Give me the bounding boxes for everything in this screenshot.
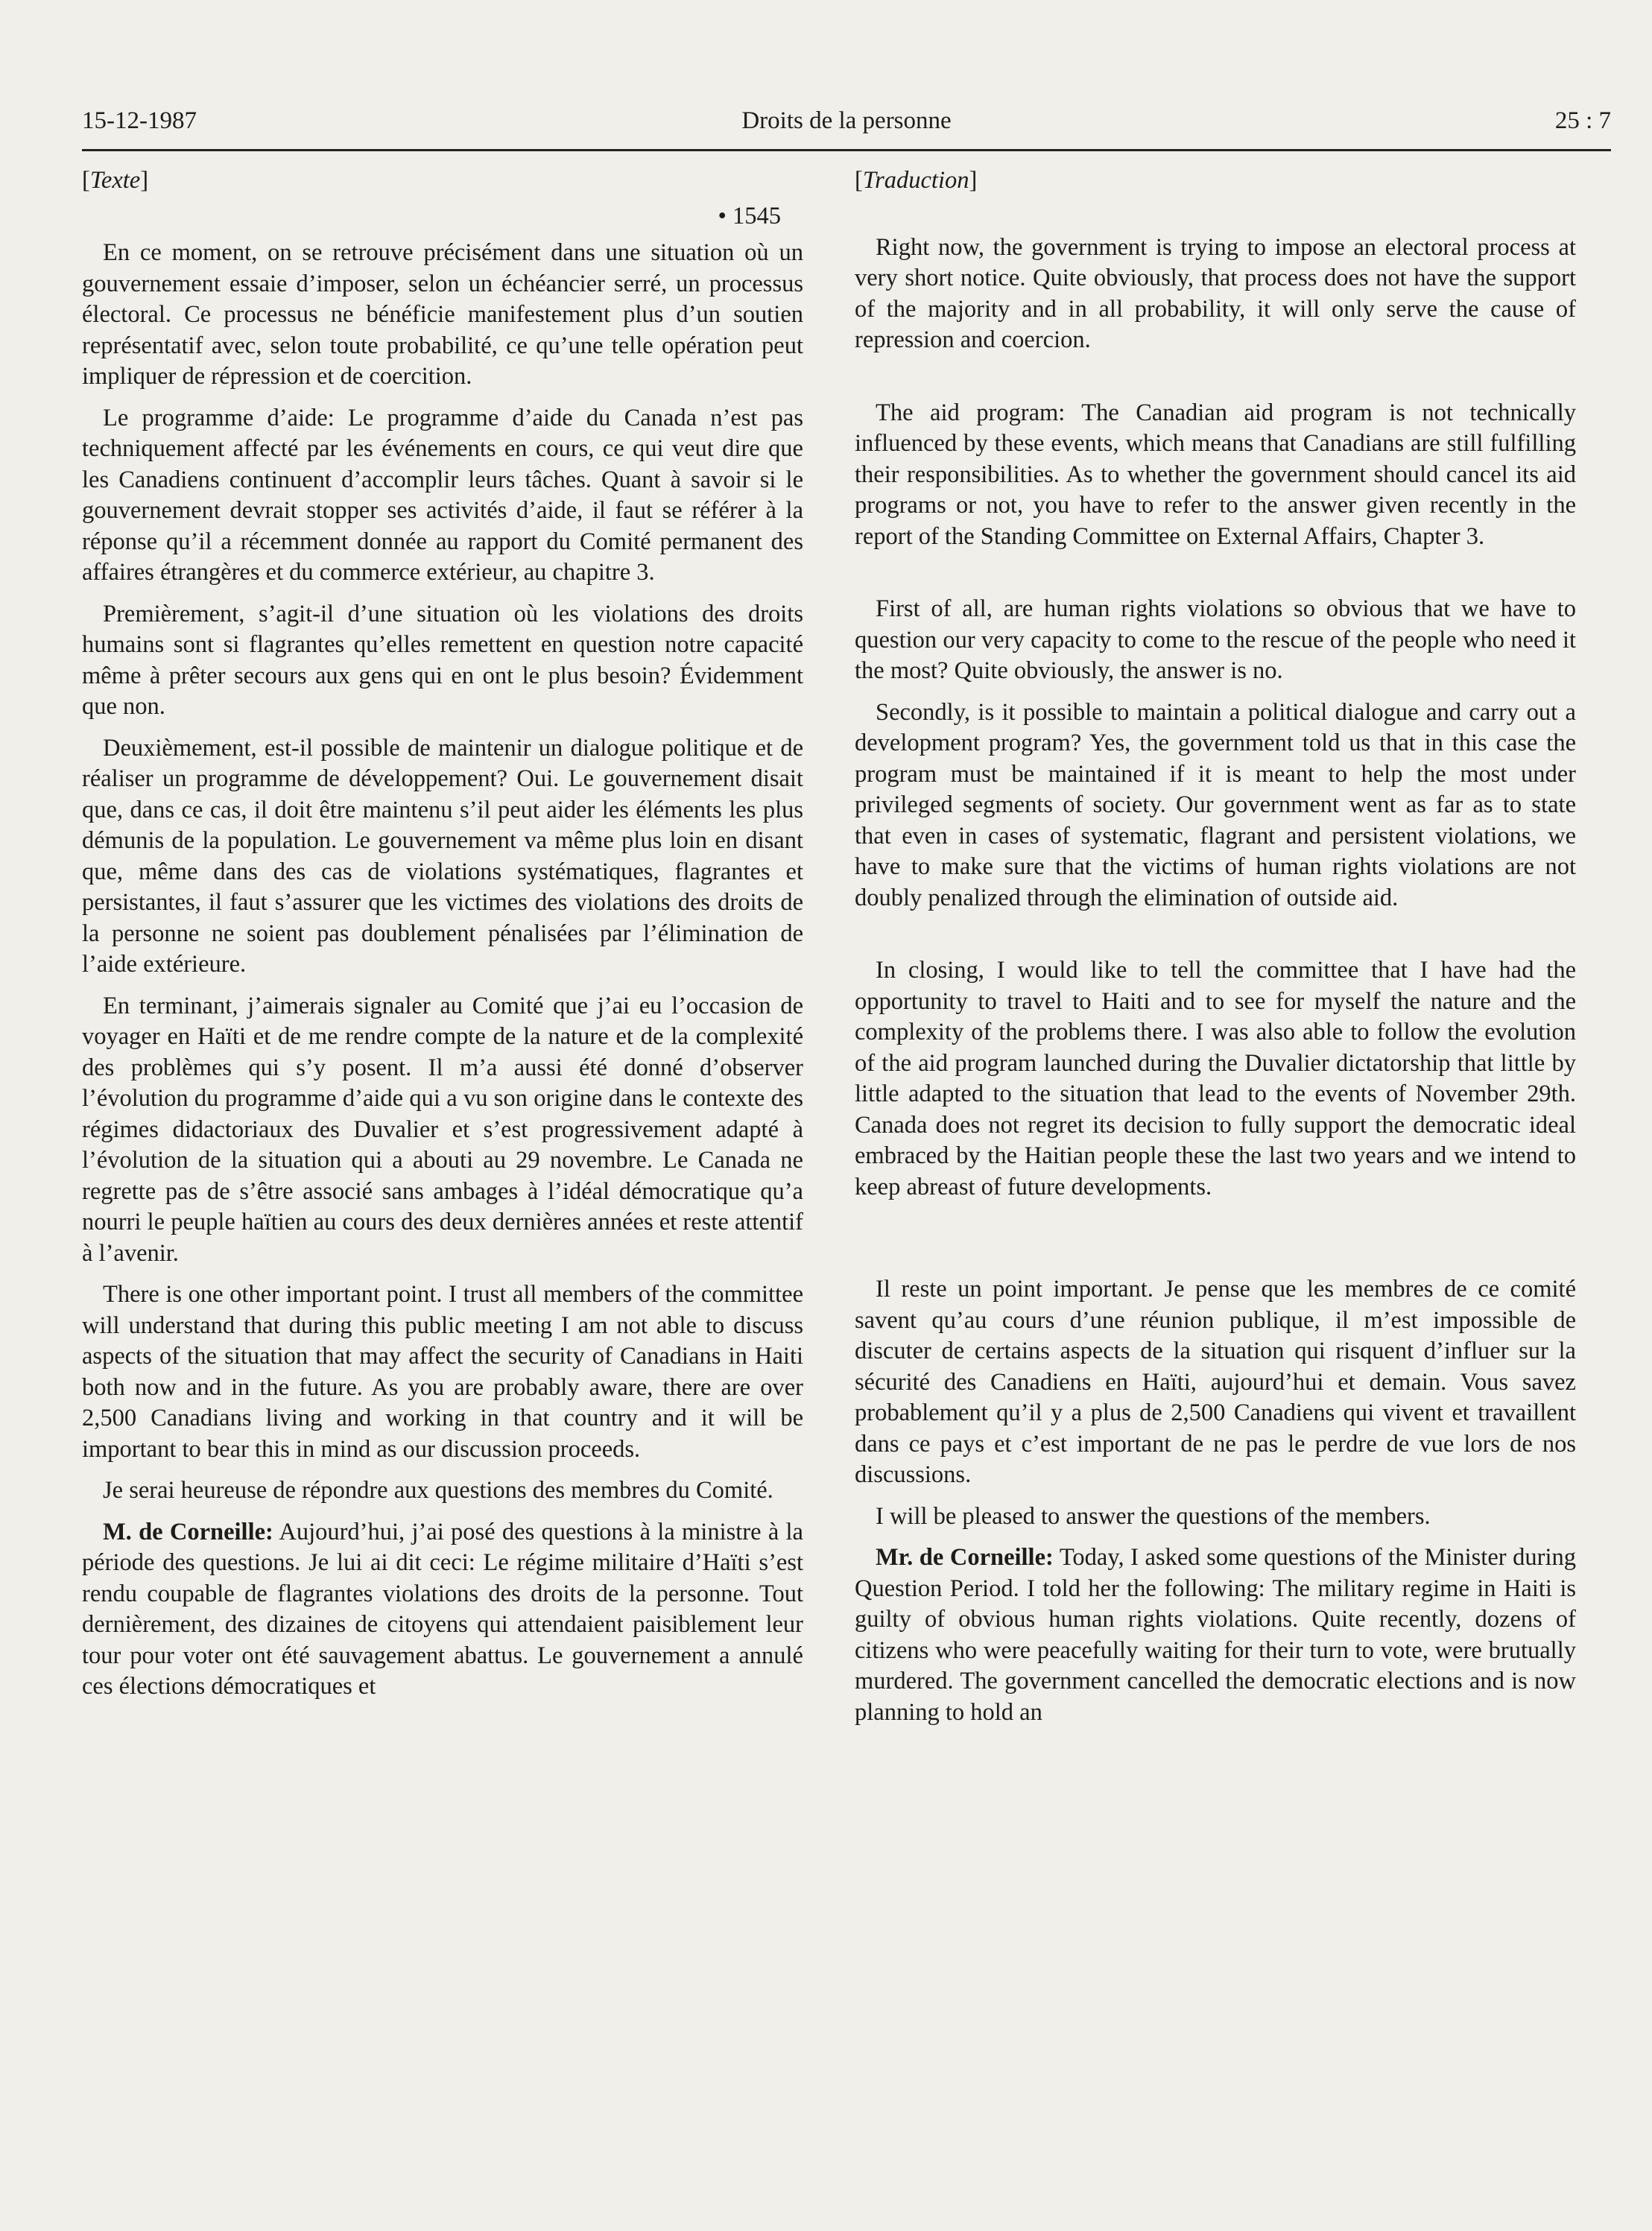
column-label: [Texte] [82, 167, 149, 194]
speaker-text: Today, I asked some questions of the Minister during Question Period. I told her the following: The military regime in Haiti is guilty of obvious human rights violations. Quite recently, dozens of citizens who were peacefully waiting for their turn to vote, were brutually murdered. The government cancelled the democratic elections and is now planning to hold an [855, 1544, 1576, 1726]
spacer [855, 367, 1576, 398]
speaker-name: M. de Corneille: [103, 1518, 273, 1545]
left-column-french [82, 165, 803, 1713]
spacer [855, 563, 1576, 594]
column-label: [Traduction] [855, 167, 978, 194]
paragraph: Deuxièmement, est-il possible de maintenir un dialogue politique et de réaliser un programme de développement? Oui. Le gouvernement disait que, dans ce cas, il doit être maintenu s’il peut aider les éléments les plus démunis de la population. Le gouvernement va même plus loin en disant que, même dans des cas de violations systématiques, flagrantes et persistantes, il faut s’assurer que les victimes des violations des droits de la personne ne soient pas doublement pénalisées par l’élimination de l’aide extérieure. [82, 734, 803, 978]
paragraph: Right now, the government is trying to impose an electoral process at very short notice. Quite obviously, that process does not have the support of the majority and in all probability, it will only serve the cause of repression and coercion. [855, 233, 1576, 353]
page-header [82, 103, 1611, 151]
spacer [855, 1213, 1576, 1274]
paragraph: The aid program: The Canadian aid program is not technically influenced by these events, which means that Canadians are still fulfilling their responsibilities. As to whether the government should cancel its aid programs or not, you have to refer to the answer given recently in the report of the Standing Committee on External Affairs, Chapter 3. [855, 399, 1576, 550]
speaker-name: Mr. de Corneille: [876, 1544, 1054, 1571]
header-date: 15-12-1987 [82, 107, 197, 134]
paragraph: Je serai heureuse de répondre aux questions des membres du Comité. [103, 1477, 773, 1504]
speaker-paragraph [82, 1517, 803, 1703]
spacer [855, 201, 1576, 232]
spacer [855, 924, 1576, 955]
header-page-number: 25 : 7 [1554, 107, 1611, 134]
paragraph: In closing, I would like to tell the committee that I have had the opportunity to travel to Haiti and to see for myself the nature and the complexity of the problems there. I was also able to follow the evolution of the aid program launched during the Duvalier dictatorship that little by little adapted to the situation that lead to the events of November 29th. Canada does not regret its decision to fully support the democratic ideal embraced by the Haitian people these the last two years and we intend to keep abreast of future developments. [855, 957, 1576, 1200]
paragraph: En terminant, j’aimerais signaler au Comité que j’ai eu l’occasion de voyager en Haïti et de me rendre compte de la nature et de la complexité des problèmes qui s’y posent. Il m’a aussi été donné d’observer l’évolution du programme d’aide qui a vu son origine dans le contexte des régimes didactoriaux des Duvalier et s’est progressivement adapté à l’évolution de la situation qui a abouti au 29 novembre. Le Canada ne regrette pas de s’être associé sans ambages à l’idéal démocratique qu’a nourri le peuple haïtien au cours des deux dernières années et reste attentif à l’avenir. [82, 992, 803, 1267]
paragraph: There is one other important point. I trust all members of the committee will understand that during this public meeting I am not able to discuss aspects of the situation that may affect the security of Canadians in Haiti both now and in the future. As you are probably aware, there are over 2,500 Canadians living and working in that country and it will be important to bear this in mind as our discussion proceeds. [82, 1281, 803, 1463]
paragraph: En ce moment, on se retrouve précisément dans une situation où un gouvernement essaie d’imposer, selon un échéancier serré, un processus électoral. Ce processus ne bénéficie manifestement plus d’un soutien représentatif avec, selon toute probabilité, ce qu’une telle opération peut impliquer de répression et de coercition. [82, 239, 803, 390]
paragraph: Secondly, is it possible to maintain a political dialogue and carry out a development program? Yes, the government told us that in this case the program must be maintained if it is meant to help the most under privileged segments of society. Our government went as far as to state that even in cases of systematic, flagrant and persistent violations, we have to make sure that the victims of human rights violations are not doubly penalized through the elimination of outside aid. [855, 698, 1576, 911]
paragraph: Premièrement, s’agit-il d’une situation où les violations des droits humains sont si flagrantes qu’elles remettent en question notre capacité même à prêter secours aux gens qui en ont le plus besoin? Évidemment que non. [82, 600, 803, 720]
speaker-paragraph [855, 1542, 1576, 1728]
paragraph: First of all, are human rights violations so obvious that we have to question our very capacity to come to the rescue of the people who need it the most? Quite obviously, the answer is no. [855, 595, 1576, 684]
paragraph: Le programme d’aide: Le programme d’aide du Canada n’est pas techniquement affecté par les événements en cours, ce qui veut dire que les Canadiens continuent d’accomplir leurs tâches. Quant à savoir si le gouvernement devrait stopper ses activités d’aide, il faut se référer à la réponse qu’il a récemment donnée au rapport du Comité permanent des affaires étrangères et du commerce extérieur, au chapitre 3. [82, 404, 803, 586]
right-column-english [855, 165, 1576, 1738]
time-marker: • 1545 [718, 202, 781, 230]
header-title: Droits de la personne [741, 107, 952, 134]
paragraph: Il reste un point important. Je pense que les membres de ce comité savent qu’au cours d’une réunion publique, il m’est impossible de discuter de certains aspects de la situation qui risquent d’influer sur la sécurité des Canadiens en Haïti, aujourd’hui et demain. Vous savez probablement qu’il y a plus de 2,500 Canadiens qui vivent et travaillent dans ce pays et c’est important de ne pas le perdre de vue lors de nos discussions. [855, 1276, 1576, 1488]
paragraph: I will be pleased to answer the questions of the members. [876, 1502, 1431, 1530]
speaker-text: Aujourd’hui, j’ai posé des questions à la ministre à la période des questions. Je lui ai dit ceci: Le régime militaire d’Haïti s’est rendu coupable de flagrantes violations des droits de la personne. Tout dernièrement, des dizaines de citoyens qui attendaient paisiblement leur tour pour voter ont été sauvagement abattus. Le gouvernement a annulé ces élections démocratiques et [82, 1518, 803, 1700]
